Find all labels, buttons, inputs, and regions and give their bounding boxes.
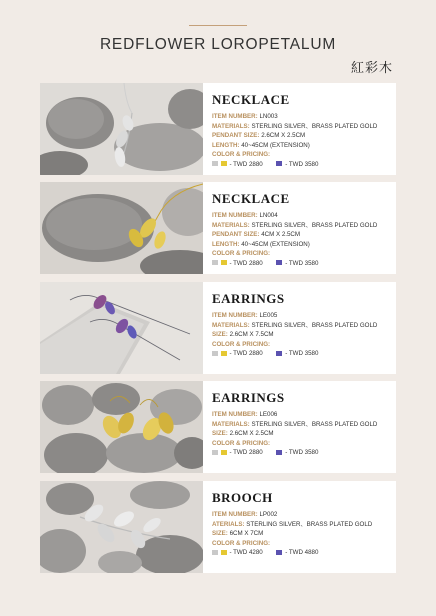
size: 2.6CM X 2.5CM — [261, 132, 306, 139]
item-number: LE006 — [259, 411, 278, 418]
price-purple: - TWD 3580 — [285, 350, 319, 357]
color-pricing-label: COLOR & PRICING: — [212, 439, 271, 447]
item-number-label: ITEM NUMBER: — [212, 212, 258, 219]
size: 2.6CM X 2.5CM — [229, 430, 274, 437]
product-card[interactable] — [40, 83, 396, 175]
size-label: PENDANT SIZE: — [212, 231, 260, 238]
gold-swatch — [221, 161, 227, 166]
product-type: NECKLACE — [212, 191, 290, 206]
price-silver-gold: - TWD 2880 — [229, 449, 263, 456]
item-number: LN004 — [259, 212, 278, 219]
product-card[interactable] — [40, 282, 396, 374]
size: 2.6CM X 7.5CM — [229, 331, 274, 338]
purple-swatch — [276, 161, 282, 166]
item-number: LN003 — [259, 113, 278, 120]
item-number-label: ITEM NUMBER: — [212, 312, 258, 319]
silver-swatch — [212, 450, 218, 455]
price-silver-gold: - TWD 2880 — [229, 350, 263, 357]
item-number: LE005 — [259, 312, 278, 319]
length-label: LENGTH: — [212, 240, 240, 248]
product-type: BROOCH — [212, 490, 273, 505]
gold-swatch — [221, 260, 227, 265]
materials-label: MATERIALS: — [212, 122, 250, 130]
product-photo — [40, 282, 203, 374]
color-pricing-label: COLOR & PRICING: — [212, 250, 271, 257]
header-divider — [189, 25, 247, 26]
silver-swatch — [212, 260, 218, 265]
purple-swatch — [276, 550, 282, 555]
size-label: SIZE: — [212, 530, 228, 537]
price-purple: - TWD 3580 — [285, 160, 319, 168]
product-type: NECKLACE — [212, 92, 290, 107]
price-silver-gold: - TWD 2880 — [229, 259, 263, 267]
product-type: EARRINGS — [212, 390, 285, 405]
item-number-label: ITEM NUMBER: — [212, 411, 258, 418]
materials: STERLING SILVER、BRASS PLATED GOLD — [251, 420, 378, 428]
materials: STERLING SILVER、BRASS PLATED GOLD — [251, 321, 378, 329]
product-card[interactable] — [40, 381, 396, 473]
color-pricing-label: COLOR & PRICING: — [212, 340, 271, 348]
purple-swatch — [276, 351, 282, 356]
price-purple: - TWD 4880 — [285, 549, 319, 556]
product-photo — [40, 182, 203, 274]
size-label: SIZE: — [212, 331, 228, 338]
size-label: PENDANT SIZE: — [212, 132, 260, 139]
product-photo — [40, 381, 203, 473]
silver-swatch — [212, 351, 218, 356]
color-pricing-label: COLOR & PRICING: — [212, 539, 271, 547]
product-photo — [40, 481, 203, 573]
silver-swatch — [212, 161, 218, 166]
purple-swatch — [276, 260, 282, 265]
item-number-label: ITEM NUMBER: — [212, 511, 258, 518]
price-purple: - TWD 3580 — [285, 449, 319, 456]
price-purple: - TWD 3580 — [285, 259, 319, 267]
gold-swatch — [221, 550, 227, 555]
page-subtitle: 紅彩木 — [351, 61, 394, 76]
length: 40~45CM (EXTENSION) — [241, 240, 310, 248]
materials: STERLING SILVER、BRASS PLATED GOLD — [251, 122, 378, 130]
item-number-label: ITEM NUMBER: — [212, 113, 258, 120]
materials-label: ATERIALS: — [212, 520, 245, 528]
size-label: SIZE: — [212, 430, 228, 437]
size: 6CM X 7CM — [229, 530, 264, 537]
color-pricing-label: COLOR & PRICING: — [212, 151, 271, 158]
materials: STERLING SILVER、BRASS PLATED GOLD — [246, 520, 373, 528]
product-type: EARRINGS — [212, 291, 285, 306]
product-card[interactable] — [40, 481, 396, 573]
materials-label: MATERIALS: — [212, 321, 250, 329]
price-silver-gold: - TWD 2880 — [229, 160, 263, 168]
length: 40~45CM (EXTENSION) — [241, 141, 310, 149]
gold-swatch — [221, 450, 227, 455]
page-title: REDFLOWER LOROPETALUM — [99, 36, 337, 53]
materials-label: MATERIALS: — [212, 420, 250, 428]
item-number: LP002 — [259, 511, 278, 518]
materials: STERLING SILVER、BRASS PLATED GOLD — [251, 221, 378, 229]
size: 4CM X 2.5CM — [261, 231, 301, 238]
price-silver-gold: - TWD 4280 — [229, 549, 263, 556]
purple-swatch — [276, 450, 282, 455]
silver-swatch — [212, 550, 218, 555]
product-card[interactable] — [40, 182, 396, 274]
materials-label: MATERIALS: — [212, 221, 250, 229]
product-photo — [40, 83, 203, 175]
gold-swatch — [221, 351, 227, 356]
length-label: LENGTH: — [212, 141, 240, 149]
